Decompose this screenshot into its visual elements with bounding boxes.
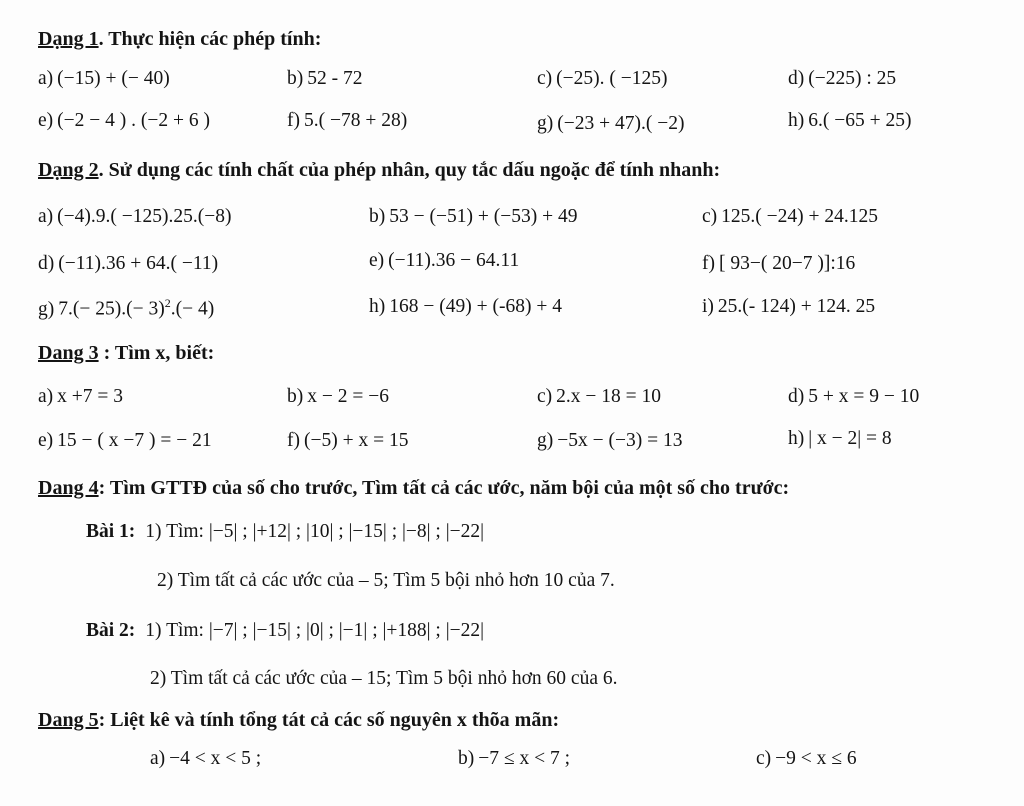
- dang2-item-f: f) [ 93−( 20−7 )]:16: [702, 253, 856, 274]
- dang5-item-a: a) −4 < x < 5 ;: [150, 748, 262, 769]
- dang2-item-h: h) 168 − (49) + (-68) + 4: [369, 296, 562, 317]
- dang1-tag: Dạng 1: [38, 28, 99, 50]
- dang1-item-f: f) 5.( −78 + 28): [287, 110, 408, 131]
- dang2-item-g: g) $7.(- 25).(- 3)^2.(- 4)$: [38, 296, 215, 320]
- dang3-tag: Dang 3: [38, 342, 99, 364]
- dang1-item-a: a) (−15) + (− 40): [38, 68, 170, 89]
- dang5-title: : Liệt kê và tính tổng tát cả các số nguyên x thõa mãn:: [98, 709, 560, 731]
- dang5-heading: [38, 709, 559, 732]
- dang3-item-g: g) −5x − (−3) = 13: [537, 430, 683, 451]
- dang3-item-b: b) x − 2 = −6: [287, 386, 389, 407]
- dang2-item-i: i) 25.(- 124) + 124. 25: [702, 296, 876, 317]
- bai1-name: Bài 1:: [86, 521, 136, 542]
- dang2-title: . Sử dụng các tính chất của phép nhân, quy tắc dấu ngoặc để tính nhanh:: [98, 159, 721, 181]
- dang3-item-e: e) 15 − ( x −7 ) = − 21: [38, 430, 212, 451]
- dang2-item-a: a) (−4).9.( −125).25.(−8): [38, 206, 232, 227]
- dang2-item-e: e) (−11).36 − 64.11: [369, 250, 520, 271]
- dang4-tag: Dang 4: [38, 477, 99, 499]
- dang3-item-h: h) | x − 2| = 8: [788, 428, 892, 449]
- dang4-title: : Tìm GTTĐ của số cho trước, Tìm tất cả các ước, năm bội của một số cho trước:: [98, 477, 790, 499]
- bai2-name: Bài 2:: [86, 620, 136, 641]
- bai1-line2: 2) Tìm tất cả các ước của – 5; Tìm 5 bội nhỏ hơn 10 của 7.: [157, 570, 615, 591]
- dang2-item-b: b) 53 − (−51) + (−53) + 49: [369, 206, 578, 227]
- dang3-title: : Tìm x, biết:: [98, 342, 215, 364]
- dang2-heading: [38, 159, 720, 182]
- dang2-item-c: c) 125.( −24) + 24.125: [702, 206, 879, 227]
- dang1-item-g: g) (−23 + 47).( −2): [537, 113, 685, 134]
- dang1-title: . Thực hiện các phép tính:: [98, 28, 322, 50]
- dang1-item-h: h) 6.( −65 + 25): [788, 110, 912, 131]
- dang5-tag: Dang 5: [38, 709, 99, 731]
- dang3-item-d: d) 5 + x = 9 − 10: [788, 386, 920, 407]
- dang1-item-b: b) 52 - 72: [287, 68, 363, 89]
- bai2-line1: Bài 2: 1) Tìm: |−7| ; |−15| ; |0| ; |−1| ; |+188| ; |−22|: [86, 620, 485, 641]
- bai2-line2: 2) Tìm tất cả các ước của – 15; Tìm 5 bội nhỏ hơn 60 của 6.: [150, 668, 618, 689]
- dang3-item-c: c) 2.x − 18 = 10: [537, 386, 662, 407]
- dang4-heading: [38, 477, 789, 500]
- dang1-item-d: d) (−225) : 25: [788, 68, 897, 89]
- dang3-item-f: f) (−5) + x = 15: [287, 430, 409, 451]
- dang1-heading: [38, 28, 321, 51]
- dang2-tag: Dạng 2: [38, 159, 99, 181]
- dang1-item-e: e) (−2 − 4 ) . (−2 + 6 ): [38, 110, 210, 131]
- dang3-item-a: a) x +7 = 3: [38, 386, 124, 407]
- dang5-item-c: c) −9 < x ≤ 6: [756, 748, 857, 769]
- exponent: 2: [164, 296, 171, 310]
- dang1-item-c: c) (−25). ( −125): [537, 68, 668, 89]
- dang2-item-d: d) (−11).36 + 64.( −11): [38, 253, 219, 274]
- dang3-heading: [38, 342, 214, 365]
- bai1-line1: Bài 1: 1) Tìm: |−5| ; |+12| ; |10| ; |−15| ; |−8| ; |−22|: [86, 521, 485, 542]
- dang5-item-b: b) −7 ≤ x < 7 ;: [458, 748, 570, 769]
